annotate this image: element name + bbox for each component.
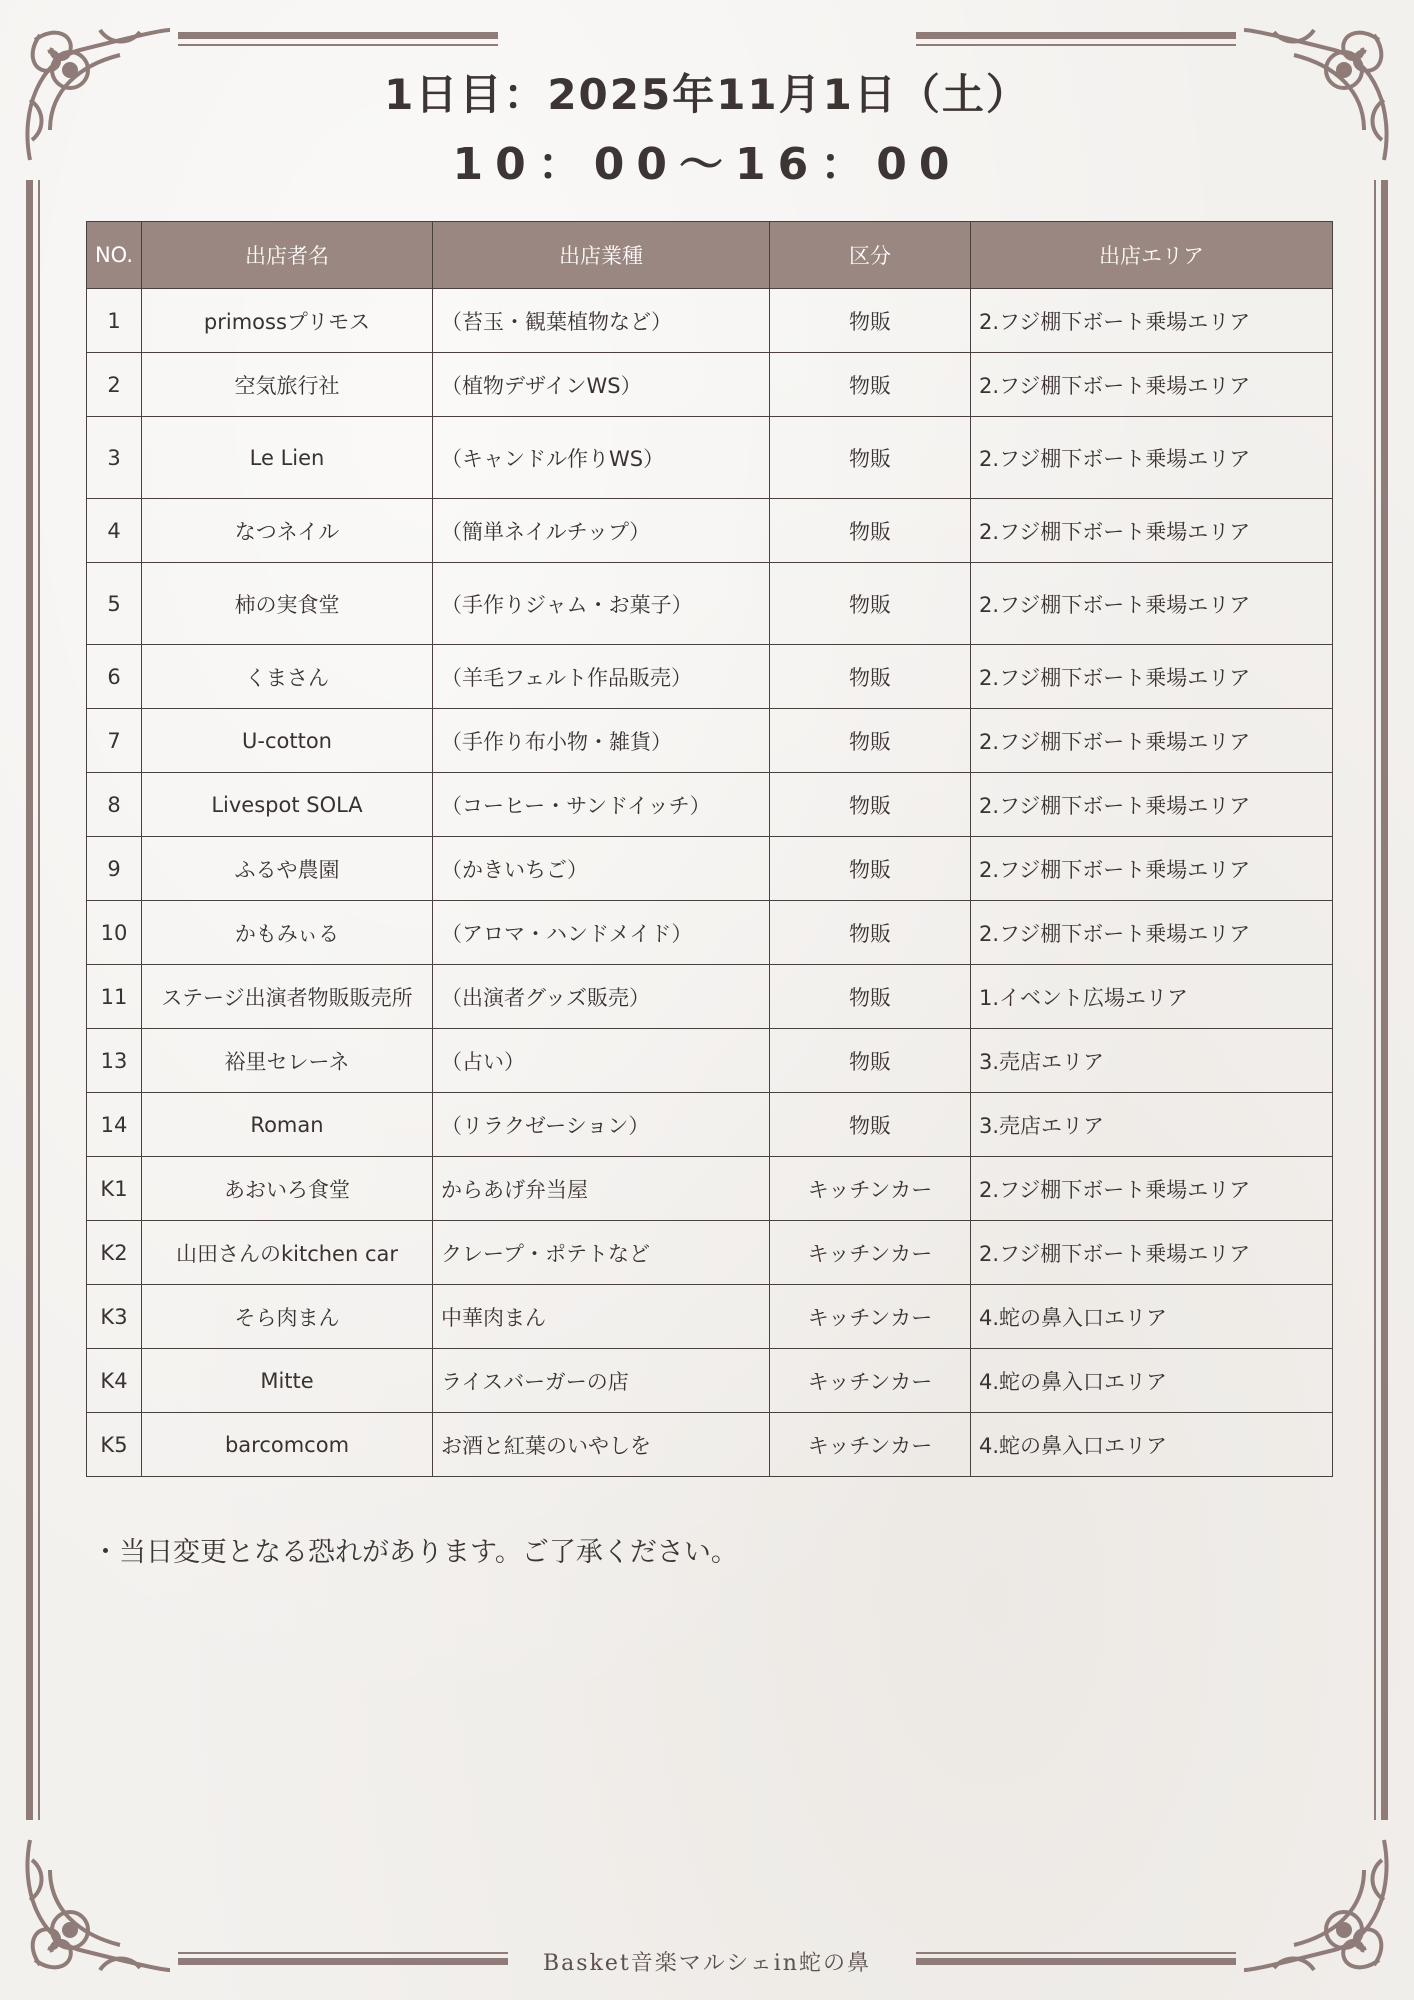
cell-type: お酒と紅葉のいやしを xyxy=(433,1413,770,1477)
cell-type: ライスバーガーの店 xyxy=(433,1349,770,1413)
cell-area: 2.フジ棚下ボート乗場エリア xyxy=(971,499,1333,563)
footer-event-name: Basket音楽マルシェin蛇の鼻 xyxy=(543,1951,871,1976)
cell-area: 2.フジ棚下ボート乗場エリア xyxy=(971,709,1333,773)
cell-no: 4 xyxy=(87,499,142,563)
cell-type: （リラクゼーション） xyxy=(433,1093,770,1157)
table-row xyxy=(87,1157,1333,1221)
cell-area: 4.蛇の鼻入口エリア xyxy=(971,1349,1333,1413)
page-title-time: 10：00～16：00 xyxy=(452,139,962,190)
cell-name: 山田さんのkitchen car xyxy=(142,1221,433,1285)
cell-no: K2 xyxy=(87,1221,142,1285)
column-header-no: NO. xyxy=(87,222,142,289)
cell-type: （出演者グッズ販売） xyxy=(433,965,770,1029)
cell-no: 9 xyxy=(87,837,142,901)
cell-area: 2.フジ棚下ボート乗場エリア xyxy=(971,417,1333,499)
cell-area: 1.イベント広場エリア xyxy=(971,965,1333,1029)
cell-type: （手作り布小物・雑貨） xyxy=(433,709,770,773)
table-row xyxy=(87,901,1333,965)
cell-type: クレープ・ポテトなど xyxy=(433,1221,770,1285)
cell-no: 7 xyxy=(87,709,142,773)
cell-category: 物販 xyxy=(770,563,971,645)
cell-area: 3.売店エリア xyxy=(971,1029,1333,1093)
table-row xyxy=(87,289,1333,353)
table-row xyxy=(87,1093,1333,1157)
cell-area: 2.フジ棚下ボート乗場エリア xyxy=(971,1221,1333,1285)
cell-category: キッチンカー xyxy=(770,1157,971,1221)
cell-area: 4.蛇の鼻入口エリア xyxy=(971,1413,1333,1477)
cell-type: （キャンドル作りWS） xyxy=(433,417,770,499)
cell-no: 14 xyxy=(87,1093,142,1157)
cell-name: ふるや農園 xyxy=(142,837,433,901)
cell-area: 2.フジ棚下ボート乗場エリア xyxy=(971,353,1333,417)
cell-name: 裕里セレーネ xyxy=(142,1029,433,1093)
cell-no: 5 xyxy=(87,563,142,645)
cell-no: 3 xyxy=(87,417,142,499)
table-row xyxy=(87,965,1333,1029)
cell-name: くまさん xyxy=(142,645,433,709)
cell-type: （苔玉・観葉植物など） xyxy=(433,289,770,353)
cell-name: かもみぃる xyxy=(142,901,433,965)
cell-type: （簡単ネイルチップ） xyxy=(433,499,770,563)
table-row xyxy=(87,709,1333,773)
cell-category: 物販 xyxy=(770,289,971,353)
cell-area: 2.フジ棚下ボート乗場エリア xyxy=(971,773,1333,837)
cell-type: からあげ弁当屋 xyxy=(433,1157,770,1221)
cell-area: 2.フジ棚下ボート乗場エリア xyxy=(971,837,1333,901)
cell-category: 物販 xyxy=(770,499,971,563)
cell-no: 1 xyxy=(87,289,142,353)
cell-area: 3.売店エリア xyxy=(971,1093,1333,1157)
table-row xyxy=(87,1285,1333,1349)
cell-no: 6 xyxy=(87,645,142,709)
notice-text: ・当日変更となる恐れがあります。ご了承ください。 xyxy=(92,1537,738,1568)
cell-area: 2.フジ棚下ボート乗場エリア xyxy=(971,563,1333,645)
cell-name: primossプリモス xyxy=(142,289,433,353)
cell-name: Roman xyxy=(142,1093,433,1157)
cell-no: 11 xyxy=(87,965,142,1029)
cell-no: 13 xyxy=(87,1029,142,1093)
table-row xyxy=(87,499,1333,563)
column-header-type: 出店業種 xyxy=(433,222,770,289)
cell-name: そら肉まん xyxy=(142,1285,433,1349)
cell-area: 2.フジ棚下ボート乗場エリア xyxy=(971,1157,1333,1221)
table-row xyxy=(87,645,1333,709)
cell-name: Livespot SOLA xyxy=(142,773,433,837)
table-row xyxy=(87,417,1333,499)
table-header-row xyxy=(87,222,1333,289)
cell-type: （手作りジャム・お菓子） xyxy=(433,563,770,645)
cell-no: 8 xyxy=(87,773,142,837)
page-title-date: 1日目：2025年11月1日（土） xyxy=(384,70,1030,119)
cell-no: 10 xyxy=(87,901,142,965)
cell-type: （占い） xyxy=(433,1029,770,1093)
cell-category: キッチンカー xyxy=(770,1285,971,1349)
cell-name: あおいろ食堂 xyxy=(142,1157,433,1221)
cell-category: 物販 xyxy=(770,1029,971,1093)
cell-category: 物販 xyxy=(770,417,971,499)
cell-type: （アロマ・ハンドメイド） xyxy=(433,901,770,965)
table-row xyxy=(87,773,1333,837)
column-header-category: 区分 xyxy=(770,222,971,289)
cell-type: （かきいちご） xyxy=(433,837,770,901)
cell-area: 2.フジ棚下ボート乗場エリア xyxy=(971,645,1333,709)
cell-name: Mitte xyxy=(142,1349,433,1413)
cell-no: K1 xyxy=(87,1157,142,1221)
cell-no: K3 xyxy=(87,1285,142,1349)
cell-area: 4.蛇の鼻入口エリア xyxy=(971,1285,1333,1349)
table-row xyxy=(87,563,1333,645)
cell-area: 2.フジ棚下ボート乗場エリア xyxy=(971,289,1333,353)
cell-type: （羊毛フェルト作品販売） xyxy=(433,645,770,709)
table-row xyxy=(87,1349,1333,1413)
table-row xyxy=(87,353,1333,417)
cell-category: 物販 xyxy=(770,645,971,709)
cell-category: 物販 xyxy=(770,1093,971,1157)
cell-name: 空気旅行社 xyxy=(142,353,433,417)
cell-name: ステージ出演者物販販売所 xyxy=(142,965,433,1029)
cell-no: K5 xyxy=(87,1413,142,1477)
cell-category: 物販 xyxy=(770,837,971,901)
cell-no: K4 xyxy=(87,1349,142,1413)
cell-category: キッチンカー xyxy=(770,1349,971,1413)
cell-name: なつネイル xyxy=(142,499,433,563)
cell-category: 物販 xyxy=(770,901,971,965)
cell-category: 物販 xyxy=(770,773,971,837)
cell-type: 中華肉まん xyxy=(433,1285,770,1349)
cell-area: 2.フジ棚下ボート乗場エリア xyxy=(971,901,1333,965)
column-header-name: 出店者名 xyxy=(142,222,433,289)
table-row xyxy=(87,1029,1333,1093)
cell-category: キッチンカー xyxy=(770,1221,971,1285)
cell-category: 物販 xyxy=(770,709,971,773)
cell-name: Le Lien xyxy=(142,417,433,499)
cell-category: キッチンカー xyxy=(770,1413,971,1477)
table-row xyxy=(87,1221,1333,1285)
cell-type: （植物デザインWS） xyxy=(433,353,770,417)
cell-type: （コーヒー・サンドイッチ） xyxy=(433,773,770,837)
table-row xyxy=(87,837,1333,901)
column-header-area: 出店エリア xyxy=(971,222,1333,289)
table-row xyxy=(87,1413,1333,1477)
vendor-table xyxy=(86,221,1333,1477)
cell-name: barcomcom xyxy=(142,1413,433,1477)
cell-no: 2 xyxy=(87,353,142,417)
cell-name: 柿の実食堂 xyxy=(142,563,433,645)
cell-name: U-cotton xyxy=(142,709,433,773)
cell-category: 物販 xyxy=(770,965,971,1029)
cell-category: 物販 xyxy=(770,353,971,417)
